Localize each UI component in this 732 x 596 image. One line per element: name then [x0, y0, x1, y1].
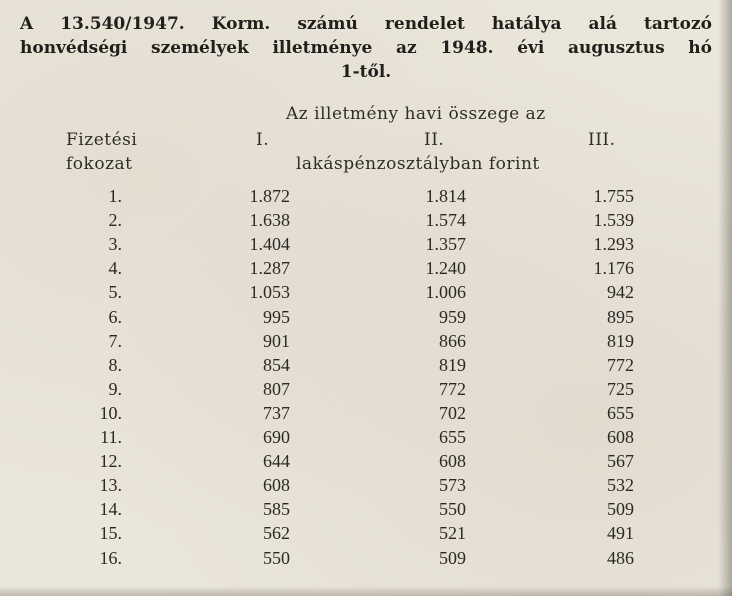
grade-cell: 3.: [108, 234, 122, 254]
table-row: [0, 186, 732, 210]
table-row: [0, 403, 732, 427]
grade-cell: 10.: [99, 403, 122, 423]
table-row: [0, 234, 732, 258]
class-3-cell: 655: [607, 403, 634, 423]
grade-cell: 6.: [108, 307, 122, 327]
table-row: [0, 499, 732, 523]
table-row: [0, 379, 732, 403]
table-row: [0, 451, 732, 475]
class-1-cell: 1.638: [249, 210, 290, 230]
class-2-cell: 521: [439, 523, 466, 543]
class-3-cell: 1.293: [593, 234, 634, 254]
class-1-cell: 995: [263, 307, 290, 327]
grade-cell: 1.: [108, 186, 122, 206]
table-row: [0, 475, 732, 499]
grade-header-line2: fokozat: [66, 154, 133, 174]
grade-cell: 5.: [108, 282, 122, 302]
class-1-cell: 854: [263, 355, 290, 375]
class-1-cell: 1.404: [249, 234, 290, 254]
class-3-cell: 491: [607, 523, 634, 543]
table-row: [0, 210, 732, 234]
title-line-3: 1-től.: [340, 62, 392, 82]
grade-cell: 13.: [99, 475, 122, 495]
table-row: [0, 427, 732, 451]
class-1-cell: 550: [263, 548, 290, 568]
grade-header-line1: Fizetési: [66, 130, 138, 150]
table-row: [0, 258, 732, 282]
class-3-cell: 1.539: [593, 210, 634, 230]
class-2-cell: 509: [439, 548, 466, 568]
amount-header: Az illetmény havi összege az: [286, 104, 546, 124]
class-2-cell: 1.240: [425, 258, 466, 278]
class-2-cell: 959: [439, 307, 466, 327]
class-3-cell: 486: [607, 548, 634, 568]
column-header-2: II.: [424, 130, 445, 150]
class-3-cell: 819: [607, 331, 634, 351]
table-row: [0, 548, 732, 572]
table-row: [0, 331, 732, 355]
class-1-cell: 901: [263, 331, 290, 351]
grade-cell: 12.: [99, 451, 122, 471]
class-1-cell: 690: [263, 427, 290, 447]
class-3-cell: 509: [607, 499, 634, 519]
grade-cell: 8.: [108, 355, 122, 375]
class-1-cell: 562: [263, 523, 290, 543]
class-1-cell: 644: [263, 451, 290, 471]
page-bottom-shadow: [0, 586, 732, 596]
grade-cell: 2.: [108, 210, 122, 230]
table-row: [0, 523, 732, 547]
grade-cell: 15.: [99, 523, 122, 543]
grade-cell: 11.: [100, 427, 122, 447]
class-3-cell: 1.755: [593, 186, 634, 206]
class-2-cell: 573: [439, 475, 466, 495]
class-header: lakáspénzosztályban forint: [296, 154, 540, 174]
class-3-cell: 567: [607, 451, 634, 471]
class-3-cell: 608: [607, 427, 634, 447]
column-header-1: I.: [256, 130, 270, 150]
title-line-1: A 13.540/1947. Korm. számú rendelet hatálya alá tartozó: [20, 14, 712, 34]
class-1-cell: 585: [263, 499, 290, 519]
class-3-cell: 895: [607, 307, 634, 327]
class-3-cell: 1.176: [593, 258, 634, 278]
class-1-cell: 1.872: [249, 186, 290, 206]
class-1-cell: 1.053: [249, 282, 290, 302]
class-2-cell: 702: [439, 403, 466, 423]
grade-cell: 4.: [108, 258, 122, 278]
title-line-2: honvédségi személyek illetménye az 1948. évi augusztus hó: [20, 38, 712, 58]
class-3-cell: 772: [607, 355, 634, 375]
grade-cell: 14.: [99, 499, 122, 519]
table-row: [0, 307, 732, 331]
class-2-cell: 1.814: [425, 186, 466, 206]
class-2-cell: 866: [439, 331, 466, 351]
class-1-cell: 737: [263, 403, 290, 423]
class-2-cell: 550: [439, 499, 466, 519]
grade-cell: 16.: [99, 548, 122, 568]
document-title: [0, 12, 732, 84]
class-2-cell: 819: [439, 355, 466, 375]
table-row: [0, 282, 732, 306]
class-2-cell: 1.357: [425, 234, 466, 254]
class-1-cell: 608: [263, 475, 290, 495]
grade-cell: 9.: [108, 379, 122, 399]
class-2-cell: 608: [439, 451, 466, 471]
class-2-cell: 655: [439, 427, 466, 447]
class-2-cell: 1.006: [425, 282, 466, 302]
class-3-cell: 942: [607, 282, 634, 302]
class-2-cell: 772: [439, 379, 466, 399]
class-3-cell: 532: [607, 475, 634, 495]
column-header-3: III.: [588, 130, 616, 150]
class-2-cell: 1.574: [425, 210, 466, 230]
class-1-cell: 1.287: [249, 258, 290, 278]
class-1-cell: 807: [263, 379, 290, 399]
page-edge-shadow: [718, 0, 732, 596]
table-row: [0, 355, 732, 379]
grade-cell: 7.: [108, 331, 122, 351]
class-3-cell: 725: [607, 379, 634, 399]
